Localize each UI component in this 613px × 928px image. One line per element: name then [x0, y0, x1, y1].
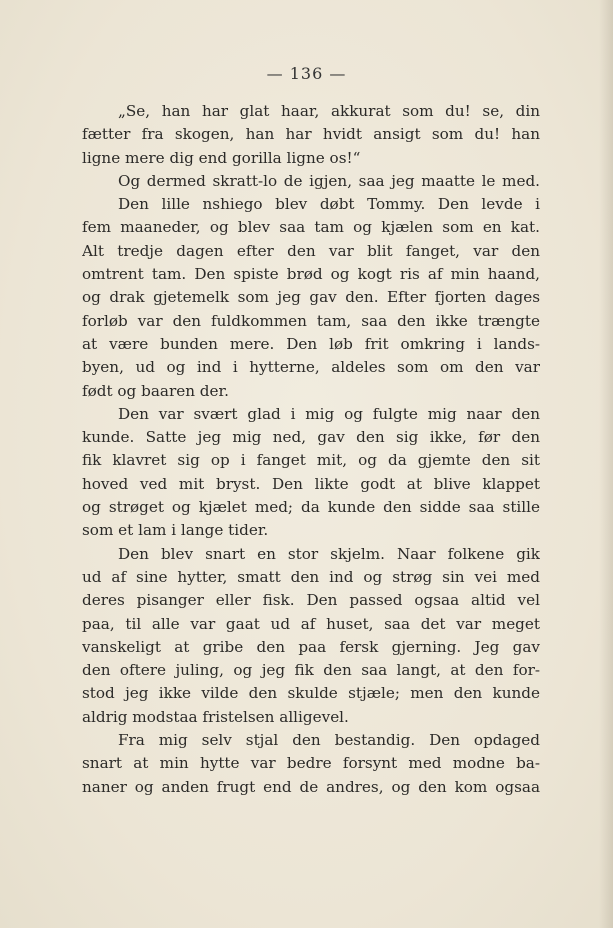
text-line: hoved ved mit bryst. Den likte godt at blive klappet	[82, 474, 540, 493]
text-line: aldrig modstaa fristelsen alligevel.	[82, 707, 349, 726]
text-line: snart at min hytte var bedre forsynt med modne ba-	[82, 754, 540, 773]
text-line: ud af sine hytter, smatt den ind og strøg sin vei med	[82, 567, 540, 586]
text-line: som et lam i lange tider.	[82, 521, 269, 540]
text-line: Og dermed skratt-lo de igjen, saa jeg maatte le med.	[118, 171, 540, 190]
text-line: og strøget og kjælet med; da kunde den sidde saa stille	[82, 498, 540, 517]
text-line: forløb var den fuldkommen tam, saa den ikke trængte	[82, 311, 540, 330]
text-line: „Se, han har glat haar, akkurat som du! se, din	[118, 102, 540, 120]
page-edge-shadow	[599, 0, 613, 928]
text-line: deres pisanger eller fisk. Den passed ogsaa altid vel	[82, 591, 540, 610]
page-number: — 136 —	[266, 64, 347, 83]
text-line: paa, til alle var gaat ud af huset, saa det var meget	[82, 614, 540, 633]
text-line: at være bunden mere. Den løb frit omkring i lands-	[82, 334, 540, 353]
text-line: Den lille nshiego blev døbt Tommy. Den levde i	[118, 195, 540, 214]
text-line: Den blev snart en stor skjelm. Naar folkene gik	[118, 544, 540, 563]
text-line: ligne mere dig end gorilla ligne os!“	[82, 148, 361, 167]
text-line: den oftere juling, og jeg fik den saa langt, at den for-	[82, 661, 540, 680]
text-line: naner og anden frugt end de andres, og den kom ogsaa	[82, 777, 540, 796]
text-line: og drak gjetemelk som jeg gav den. Efter fjorten dages	[82, 288, 540, 307]
text-line: fik klavret sig op i fanget mit, og da gjemte den sit	[82, 451, 540, 470]
text-line: Fra mig selv stjal den bestandig. Den opdaged	[118, 731, 540, 750]
text-line: vanskeligt at gribe den paa fersk gjerning. Jeg gav	[82, 637, 540, 656]
text-line: fem maaneder, og blev saa tam og kjælen som en kat.	[82, 218, 540, 237]
text-line: Den var svært glad i mig og fulgte mig naar den	[118, 404, 540, 423]
text-line: kunde. Satte jeg mig ned, gav den sig ikke, før den	[82, 428, 540, 447]
text-line: byen, ud og ind i hytterne, aldeles som om den var	[82, 358, 540, 377]
text-line: stod jeg ikke vilde den skulde stjæle; men den kunde	[82, 684, 540, 703]
text-line: omtrent tam. Den spiste brød og kogt ris af min haand,	[82, 265, 540, 284]
text-line: Alt tredje dagen efter den var blit fanget, var den	[82, 241, 540, 260]
text-line: født og baaren der.	[82, 381, 229, 400]
body-text	[82, 100, 540, 799]
text-line: fætter fra skogen, han har hvidt ansigt som du! han	[82, 125, 540, 144]
